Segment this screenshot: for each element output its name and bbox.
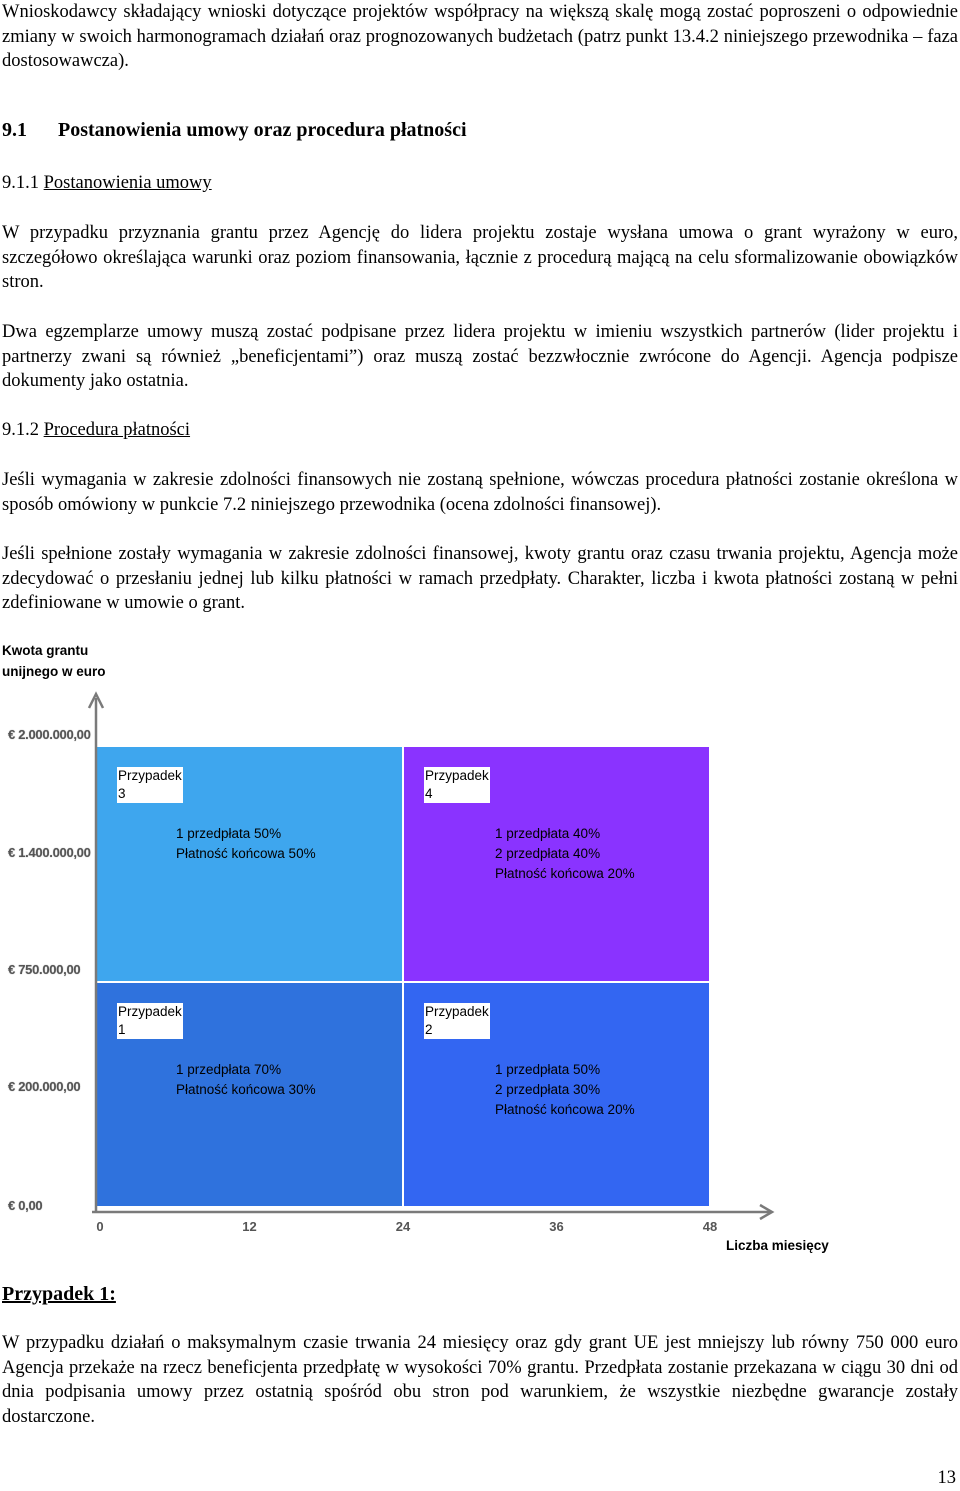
case-label-1: Przypadek 3 xyxy=(118,768,182,801)
x-tick-label: 24 xyxy=(395,1219,411,1234)
case-label-2: Przypadek 4 xyxy=(425,768,489,801)
section-heading xyxy=(2,119,467,142)
x-tick-label: 0 xyxy=(96,1219,104,1234)
x-tick-label: 36 xyxy=(549,1219,564,1234)
case-terms-1: 1 przedpłata 50% Płatność końcowa 50% xyxy=(176,826,316,861)
section-title: Postanowienia umowy oraz procedura płatności xyxy=(58,119,467,141)
subsection-title-1: Postanowienia umowy xyxy=(43,173,212,193)
case-terms-3: 1 przedpłata 70% Płatność końcowa 30% xyxy=(176,1062,316,1097)
contract-paragraph: W przypadku przyznania grantu przez Agencję do lidera projektu zostaje wysłana umowa o grant wyrażony w euro, szczegółowo określająca warunki oraz poziom finansowania, łącznie z procedurą mającą na celu sformalizowanie obowiązków stron. xyxy=(2,223,958,293)
y-tick-label: € 200.000,00 xyxy=(8,1079,81,1094)
y-tick-label: € 0,00 xyxy=(8,1198,43,1213)
chart-svg xyxy=(0,636,960,1266)
y-tick-label: € 750.000,00 xyxy=(8,962,81,977)
payment-paragraph-1: Jeśli wymagania w zakresie zdolności finansowych nie zostaną spełnione, wówczas procedura płatności zostanie określona w sposób omówiony w punkcie 7.2 niniejszego przewodnika (ocena zdolności finansowej). xyxy=(2,470,958,515)
subsection-number-2: 9.1.2 xyxy=(2,420,39,440)
subsection-heading-2 xyxy=(2,418,190,442)
chart-x-axis-label: Liczba miesięcy xyxy=(726,1238,829,1253)
case-terms-4: 1 przedpłata 50% 2 przedpłata 30% Płatność końcowa 20% xyxy=(495,1062,635,1117)
subsection-title-2: Procedura płatności xyxy=(43,420,191,440)
subsection-heading-1 xyxy=(2,171,212,195)
payment-paragraph-2: Jeśli spełnione zostały wymagania w zakresie zdolności finansowej, kwoty grantu oraz czasu trwania projektu, Agencja może zdecydować o przesłaniu jednej lub kilku płatności w ramach przedpłaty. Charakter, liczba i kwota płatności zostaną w pełni zdefiniowane w umowie o grant. xyxy=(2,544,958,614)
section-number: 9.1 xyxy=(2,119,27,141)
x-tick-label: 12 xyxy=(242,1219,257,1234)
page-number: 13 xyxy=(937,1468,956,1488)
payment-cases-chart xyxy=(0,636,960,1266)
signature-paragraph: Dwa egzemplarze umowy muszą zostać podpisane przez lidera projektu w imieniu wszystkich partnerów (lider projektu i partnerzy zwani są również „beneficjentami”) oraz muszą zostać bezzwłocznie zwrócone do Agencji. Agencja podpisze dokumenty jako ostatnia. xyxy=(2,322,958,392)
case1-paragraph: W przypadku działań o maksymalnym czasie trwania 24 miesięcy oraz gdy grant UE jest mniejszy lub równy 750 000 euro Agencja przekaże na rzecz beneficjenta przedpłatę w wysokości 70% grantu. Przedpłata zostanie przekazana w ciągu 30 dni od dnia podpisania umowy przez ostatnią spośród obu stron pod warunkiem, że wszystkie niezbędne gwarancje zostały dostarczone. xyxy=(2,1333,958,1427)
y-tick-label: € 2.000.000,00 xyxy=(8,727,91,742)
case-label-4: Przypadek 2 xyxy=(425,1004,489,1037)
case-terms-2: 1 przedpłata 40% 2 przedpłata 40% Płatność końcowa 20% xyxy=(495,826,635,881)
case1-heading: Przypadek 1: xyxy=(2,1283,116,1305)
intro-paragraph: Wnioskodawcy składający wnioski dotyczące projektów współpracy na większą skalę mogą zostać poproszeni o odpowiednie zmiany w swoich harmonogramach działań oraz prognozowanych budżetach (patrz punkt 13.4.2 niniejszego przewodnika – faza dostosowawcza). xyxy=(2,2,958,72)
x-tick-label: 48 xyxy=(702,1219,718,1234)
case-label-3: Przypadek 1 xyxy=(118,1004,182,1037)
chart-y-axis-label: Kwota grantu unijnego w euro xyxy=(2,643,106,679)
y-tick-label: € 1.400.000,00 xyxy=(8,845,91,860)
subsection-number-1: 9.1.1 xyxy=(2,173,39,193)
